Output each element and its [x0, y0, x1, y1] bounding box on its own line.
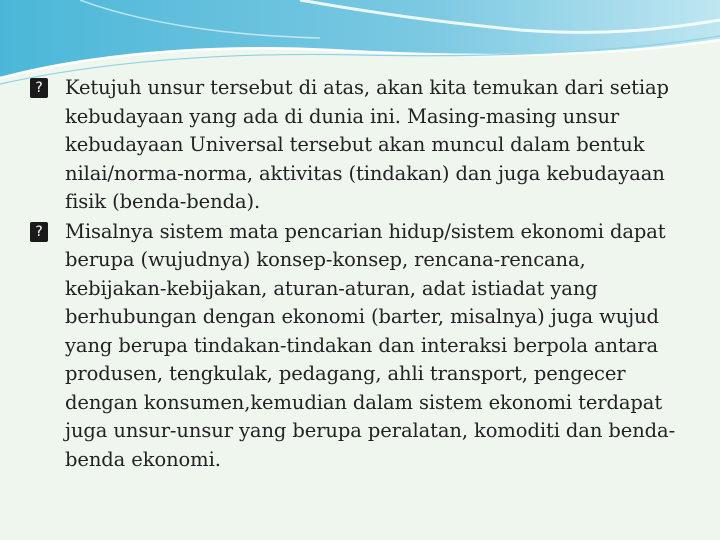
slide-body-text: [30, 74, 690, 475]
bullet-text: Misalnya sistem mata pencarian hidup/sistem ekonomi dapat berupa (wujudnya) konsep-konsep, rencana-rencana, kebijakan-kebijakan, aturan-aturan, adat istiadat yang berhubungan dengan ekonomi (barter, misalnya) juga wujud yang berupa tindakan-tindakan dan interaksi berpola antara produsen, tengkulak, pedagang, ahli transport, pengecer dengan konsumen,kemudian dalam sistem ekonomi terdapat juga unsur-unsur yang berupa peralatan, komoditi dan benda-benda ekonomi.: [65, 219, 676, 471]
bullet-icon: ?: [30, 222, 48, 242]
bullet-icon: ?: [30, 78, 48, 98]
bullet-paragraph-1: [30, 74, 690, 217]
bullet-paragraph-2: [30, 218, 690, 475]
bullet-text: Ketujuh unsur tersebut di atas, akan kita temukan dari setiap kebudayaan yang ada di dunia ini. Masing-masing unsur kebudayaan Universal tersebut akan muncul dalam bentuk nilai/norma-norma, aktivitas (tindakan) dan juga kebudayaan fisik (benda-benda).: [65, 76, 669, 213]
